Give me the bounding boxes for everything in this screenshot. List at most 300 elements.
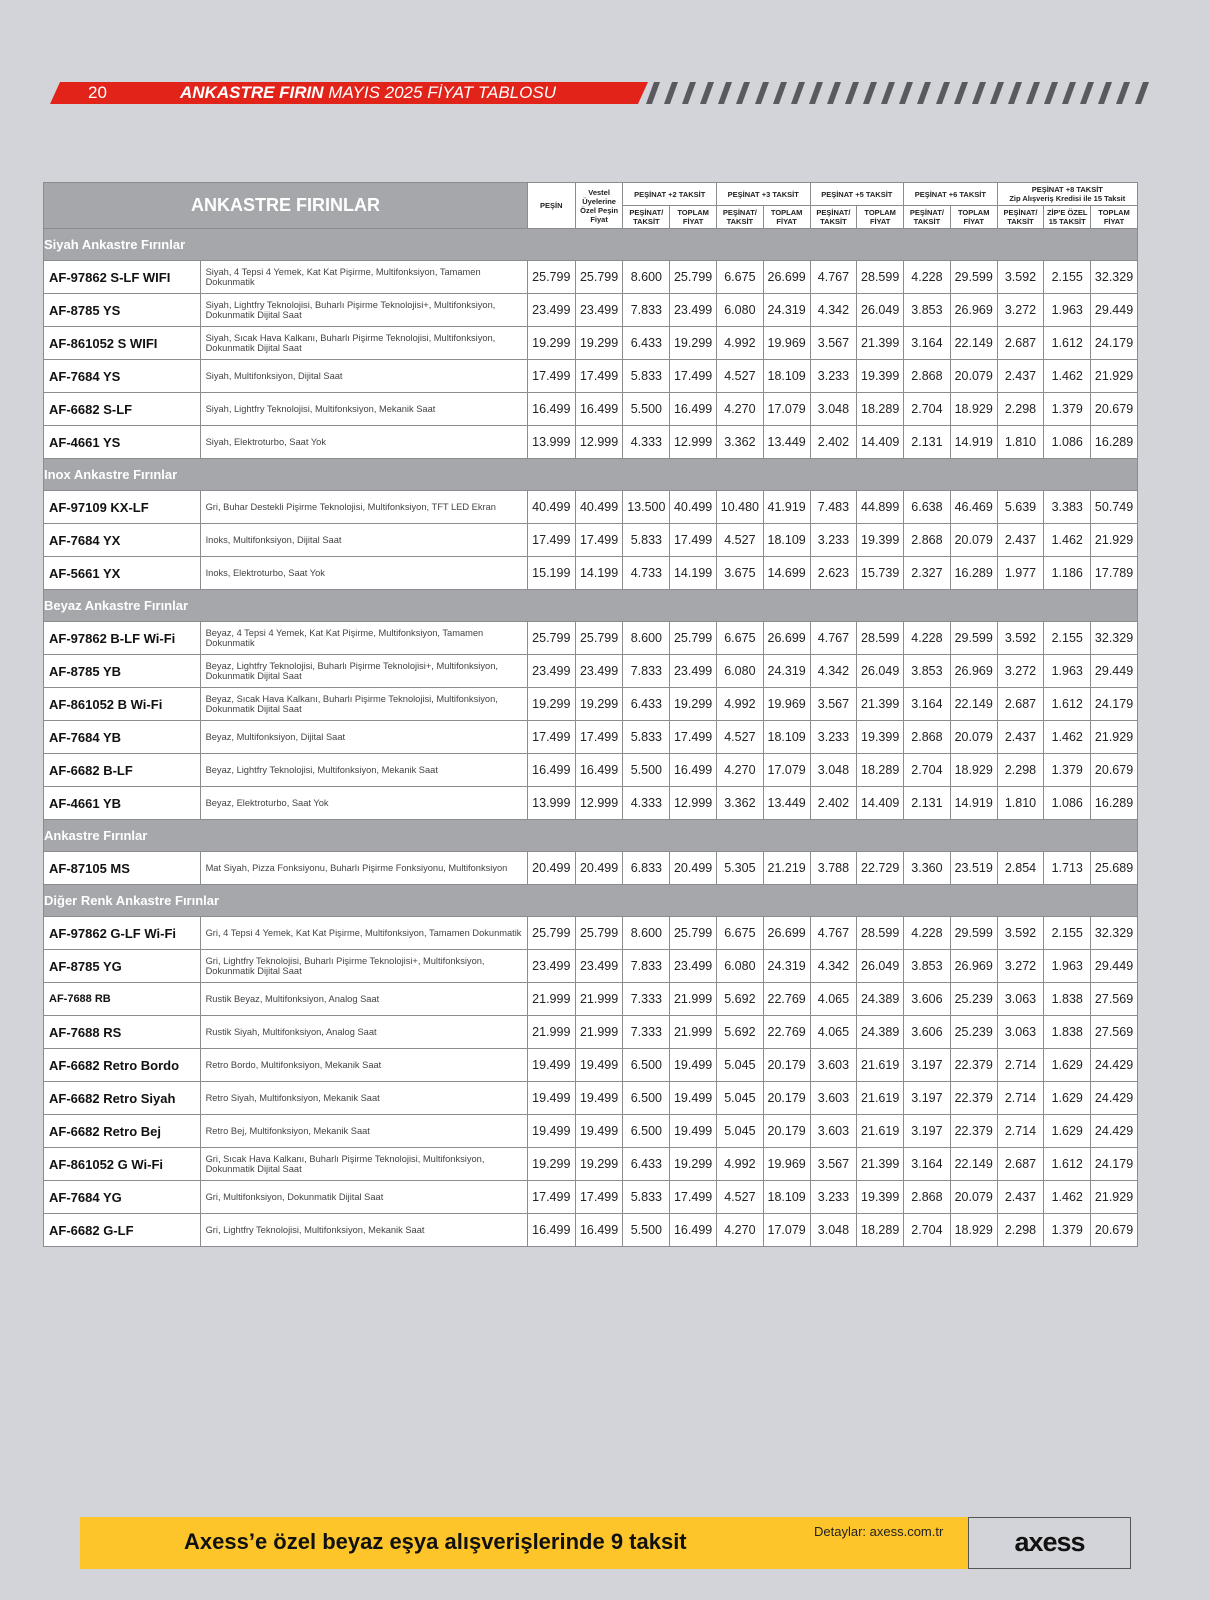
price-cell: 5.500 [623, 754, 670, 787]
price-cell: 3.164 [904, 1148, 951, 1181]
price-cell: 3.567 [810, 1148, 857, 1181]
price-cell: 17.499 [575, 524, 623, 557]
price-cell: 24.319 [763, 950, 810, 983]
product-code: AF-8785 YG [44, 950, 201, 983]
price-cell: 8.600 [623, 917, 670, 950]
price-cell: 4.333 [623, 426, 670, 459]
price-cell: 4.228 [904, 261, 951, 294]
price-cell: 14.199 [575, 557, 623, 590]
price-cell: 12.999 [575, 426, 623, 459]
price-cell: 1.086 [1044, 426, 1091, 459]
price-cell: 17.499 [670, 1181, 717, 1214]
price-cell: 3.788 [810, 852, 857, 885]
section-title: Beyaz Ankastre Fırınlar [44, 590, 1138, 622]
price-cell: 21.929 [1091, 360, 1138, 393]
price-cell: 29.449 [1091, 950, 1138, 983]
price-cell: 13.500 [623, 491, 670, 524]
price-cell: 24.389 [857, 983, 904, 1016]
price-cell: 26.049 [857, 655, 904, 688]
product-code: AF-5661 YX [44, 557, 201, 590]
price-cell: 29.449 [1091, 294, 1138, 327]
price-cell: 16.499 [575, 754, 623, 787]
price-cell: 32.329 [1091, 261, 1138, 294]
price-cell: 20.679 [1091, 393, 1138, 426]
price-cell: 2.714 [997, 1115, 1044, 1148]
price-cell: 20.079 [950, 360, 997, 393]
sub-toplam: TOPLAM FİYAT [857, 206, 904, 229]
price-cell: 4.527 [717, 1181, 764, 1214]
product-description: Retro Siyah, Multifonksiyon, Mekanik Saat [200, 1082, 527, 1115]
price-cell: 19.299 [575, 1148, 623, 1181]
price-cell: 3.164 [904, 327, 951, 360]
price-cell: 1.186 [1044, 557, 1091, 590]
price-cell: 18.289 [857, 393, 904, 426]
price-cell: 6.080 [717, 655, 764, 688]
price-cell: 20.079 [950, 1181, 997, 1214]
price-cell: 1.612 [1044, 327, 1091, 360]
table-row [44, 1115, 1138, 1148]
price-cell: 3.360 [904, 852, 951, 885]
sub-pesinat: PEŞİNAT/ TAKSİT [623, 206, 670, 229]
table-row [44, 261, 1138, 294]
price-cell: 50.749 [1091, 491, 1138, 524]
product-code: AF-6682 S-LF [44, 393, 201, 426]
sub-toplam: TOPLAM FİYAT [763, 206, 810, 229]
price-cell: 14.919 [950, 787, 997, 820]
product-description: Beyaz, 4 Tepsi 4 Yemek, Kat Kat Pişirme, Multifonksiyon, Tamamen Dokunmatik [200, 622, 527, 655]
price-cell: 6.433 [623, 688, 670, 721]
price-cell: 4.065 [810, 1016, 857, 1049]
product-code: AF-4661 YB [44, 787, 201, 820]
price-cell: 26.969 [950, 655, 997, 688]
price-cell: 17.499 [575, 360, 623, 393]
price-cell: 4.342 [810, 655, 857, 688]
price-cell: 24.389 [857, 1016, 904, 1049]
price-cell: 19.499 [527, 1115, 575, 1148]
price-cell: 4.228 [904, 622, 951, 655]
product-code: AF-97109 KX-LF [44, 491, 201, 524]
price-cell: 25.799 [670, 917, 717, 950]
price-cell: 19.299 [575, 327, 623, 360]
price-cell: 21.929 [1091, 524, 1138, 557]
product-code: AF-8785 YB [44, 655, 201, 688]
price-cell: 4.767 [810, 261, 857, 294]
price-cell: 2.868 [904, 360, 951, 393]
table-row [44, 983, 1138, 1016]
table-row [44, 557, 1138, 590]
price-cell: 3.048 [810, 1214, 857, 1247]
product-description: Rustik Siyah, Multifonksiyon, Analog Saat [200, 1016, 527, 1049]
price-cell: 28.599 [857, 261, 904, 294]
price-cell: 5.833 [623, 360, 670, 393]
price-cell: 21.999 [527, 983, 575, 1016]
price-cell: 24.429 [1091, 1082, 1138, 1115]
price-cell: 24.429 [1091, 1115, 1138, 1148]
footer-text: Axess’e özel beyaz eşya alışverişlerinde 9 taksit [184, 1529, 687, 1554]
price-cell: 4.342 [810, 950, 857, 983]
price-cell: 12.999 [670, 787, 717, 820]
price-cell: 3.362 [717, 787, 764, 820]
price-cell: 3.048 [810, 393, 857, 426]
product-description: Inoks, Elektroturbo, Saat Yok [200, 557, 527, 590]
price-cell: 22.149 [950, 688, 997, 721]
price-cell: 13.449 [763, 426, 810, 459]
price-cell: 22.769 [763, 983, 810, 1016]
table-row [44, 360, 1138, 393]
price-cell: 2.714 [997, 1049, 1044, 1082]
price-cell: 1.379 [1044, 1214, 1091, 1247]
price-cell: 4.733 [623, 557, 670, 590]
section-row [44, 820, 1138, 852]
price-cell: 4.270 [717, 1214, 764, 1247]
price-cell: 3.233 [810, 360, 857, 393]
price-cell: 24.319 [763, 655, 810, 688]
product-description: Beyaz, Sıcak Hava Kalkanı, Buharlı Pişirme Teknolojisi, Multifonksiyon, Dokunmatik Dijital Saat [200, 688, 527, 721]
price-cell: 12.999 [670, 426, 717, 459]
price-cell: 17.079 [763, 754, 810, 787]
price-cell: 12.999 [575, 787, 623, 820]
footer-details-link[interactable]: Detaylar: axess.com.tr [814, 1524, 944, 1539]
price-cell: 22.379 [950, 1115, 997, 1148]
group-2-taksit: PEŞİNAT +2 TAKSİT [623, 183, 717, 206]
price-cell: 20.499 [575, 852, 623, 885]
product-code: AF-97862 G-LF Wi-Fi [44, 917, 201, 950]
price-cell: 2.327 [904, 557, 951, 590]
price-cell: 21.619 [857, 1049, 904, 1082]
table-row [44, 1082, 1138, 1115]
sub-toplam: TOPLAM FİYAT [1091, 206, 1138, 229]
price-cell: 3.603 [810, 1082, 857, 1115]
price-cell: 40.499 [527, 491, 575, 524]
price-cell: 6.500 [623, 1115, 670, 1148]
price-cell: 1.713 [1044, 852, 1091, 885]
price-cell: 16.499 [575, 393, 623, 426]
group-8-title: PEŞİNAT +8 TAKSİT [1031, 185, 1103, 194]
table-row [44, 754, 1138, 787]
price-cell: 2.155 [1044, 622, 1091, 655]
price-cell: 22.379 [950, 1082, 997, 1115]
price-cell: 2.298 [997, 1214, 1044, 1247]
product-code: AF-7684 YS [44, 360, 201, 393]
price-cell: 23.519 [950, 852, 997, 885]
price-cell: 6.433 [623, 327, 670, 360]
price-cell: 2.704 [904, 1214, 951, 1247]
price-cell: 5.045 [717, 1082, 764, 1115]
table-row [44, 1214, 1138, 1247]
price-cell: 19.399 [857, 721, 904, 754]
price-cell: 1.963 [1044, 950, 1091, 983]
price-cell: 1.963 [1044, 655, 1091, 688]
price-cell: 6.638 [904, 491, 951, 524]
price-cell: 1.629 [1044, 1115, 1091, 1148]
table-row [44, 655, 1138, 688]
price-cell: 4.767 [810, 622, 857, 655]
col-pesin: PEŞİN [527, 183, 575, 229]
price-cell: 24.319 [763, 294, 810, 327]
price-cell: 3.603 [810, 1115, 857, 1148]
table-title: ANKASTRE FIRINLAR [44, 183, 528, 229]
product-description: Siyah, Lightfry Teknolojisi, Buharlı Pişirme Teknolojisi+, Multifonksiyon, Dokunmatik Dijital Saat [200, 294, 527, 327]
price-cell: 3.592 [997, 261, 1044, 294]
price-cell: 27.569 [1091, 1016, 1138, 1049]
price-cell: 20.679 [1091, 754, 1138, 787]
price-cell: 20.179 [763, 1115, 810, 1148]
price-cell: 2.704 [904, 393, 951, 426]
product-description: Beyaz, Multifonksiyon, Dijital Saat [200, 721, 527, 754]
price-cell: 21.399 [857, 688, 904, 721]
price-cell: 7.333 [623, 983, 670, 1016]
price-cell: 40.499 [670, 491, 717, 524]
price-cell: 23.499 [575, 294, 623, 327]
price-cell: 18.929 [950, 754, 997, 787]
price-cell: 16.499 [527, 393, 575, 426]
price-cell: 2.704 [904, 754, 951, 787]
price-cell: 16.289 [1091, 787, 1138, 820]
price-cell: 6.675 [717, 917, 764, 950]
price-cell: 17.499 [670, 524, 717, 557]
price-cell: 23.499 [527, 655, 575, 688]
sub-toplam: TOPLAM FİYAT [670, 206, 717, 229]
price-cell: 19.499 [670, 1082, 717, 1115]
price-cell: 3.853 [904, 950, 951, 983]
product-description: Siyah, Lightfry Teknolojisi, Multifonksiyon, Mekanik Saat [200, 393, 527, 426]
price-cell: 40.499 [575, 491, 623, 524]
price-cell: 18.929 [950, 1214, 997, 1247]
price-cell: 17.499 [527, 524, 575, 557]
price-cell: 1.838 [1044, 1016, 1091, 1049]
price-cell: 18.929 [950, 393, 997, 426]
price-cell: 17.079 [763, 393, 810, 426]
sub-zip: ZİP'E ÖZEL 15 TAKSİT [1044, 206, 1091, 229]
price-cell: 4.992 [717, 1148, 764, 1181]
product-description: Gri, Sıcak Hava Kalkanı, Buharlı Pişirme Teknolojisi, Multifonksiyon, Dokunmatik Dijital Saat [200, 1148, 527, 1181]
product-code: AF-97862 B-LF Wi-Fi [44, 622, 201, 655]
product-description: Siyah, Elektroturbo, Saat Yok [200, 426, 527, 459]
product-description: Rustik Beyaz, Multifonksiyon, Analog Saat [200, 983, 527, 1016]
group-5-taksit: PEŞİNAT +5 TAKSİT [810, 183, 904, 206]
product-code: AF-7684 YB [44, 721, 201, 754]
price-cell: 1.977 [997, 557, 1044, 590]
price-cell: 21.929 [1091, 1181, 1138, 1214]
price-cell: 19.299 [670, 1148, 717, 1181]
price-cell: 2.687 [997, 688, 1044, 721]
product-code: AF-6682 Retro Bordo [44, 1049, 201, 1082]
price-cell: 16.499 [670, 1214, 717, 1247]
sub-pesinat: PEŞİNAT/ TAKSİT [997, 206, 1044, 229]
product-code: AF-861052 G Wi-Fi [44, 1148, 201, 1181]
price-table [43, 182, 1138, 1247]
price-cell: 20.079 [950, 721, 997, 754]
price-cell: 20.679 [1091, 1214, 1138, 1247]
price-cell: 19.499 [670, 1115, 717, 1148]
price-cell: 19.299 [670, 688, 717, 721]
price-cell: 25.239 [950, 1016, 997, 1049]
price-cell: 20.179 [763, 1049, 810, 1082]
product-code: AF-7688 RS [44, 1016, 201, 1049]
price-cell: 19.399 [857, 360, 904, 393]
price-cell: 46.469 [950, 491, 997, 524]
price-cell: 23.499 [670, 655, 717, 688]
product-code: AF-6682 Retro Bej [44, 1115, 201, 1148]
price-cell: 26.049 [857, 294, 904, 327]
price-cell: 4.992 [717, 688, 764, 721]
table-body [44, 229, 1138, 1247]
group-3-taksit: PEŞİNAT +3 TAKSİT [717, 183, 811, 206]
price-cell: 25.799 [575, 622, 623, 655]
price-cell: 19.499 [527, 1049, 575, 1082]
product-description: Gri, Lightfry Teknolojisi, Multifonksiyon, Mekanik Saat [200, 1214, 527, 1247]
table-row [44, 1016, 1138, 1049]
product-description: Gri, Buhar Destekli Pişirme Teknolojisi, Multifonksiyon, TFT LED Ekran [200, 491, 527, 524]
price-cell: 26.699 [763, 622, 810, 655]
product-code: AF-861052 B Wi-Fi [44, 688, 201, 721]
price-cell: 4.270 [717, 754, 764, 787]
price-cell: 19.499 [527, 1082, 575, 1115]
price-cell: 14.919 [950, 426, 997, 459]
price-cell: 22.729 [857, 852, 904, 885]
price-cell: 26.969 [950, 950, 997, 983]
price-cell: 13.449 [763, 787, 810, 820]
price-cell: 3.383 [1044, 491, 1091, 524]
price-cell: 2.437 [997, 524, 1044, 557]
price-cell: 44.899 [857, 491, 904, 524]
product-description: Gri, Multifonksiyon, Dokunmatik Dijital Saat [200, 1181, 527, 1214]
price-cell: 19.969 [763, 1148, 810, 1181]
price-cell: 41.919 [763, 491, 810, 524]
price-cell: 1.379 [1044, 393, 1091, 426]
price-cell: 25.799 [670, 622, 717, 655]
price-cell: 4.065 [810, 983, 857, 1016]
price-cell: 6.080 [717, 294, 764, 327]
price-cell: 1.086 [1044, 787, 1091, 820]
table-row [44, 852, 1138, 885]
price-cell: 18.109 [763, 524, 810, 557]
section-title: Siyah Ankastre Fırınlar [44, 229, 1138, 261]
price-cell: 17.789 [1091, 557, 1138, 590]
price-cell: 3.853 [904, 294, 951, 327]
price-cell: 23.499 [527, 294, 575, 327]
price-cell: 2.868 [904, 1181, 951, 1214]
table-row [44, 1049, 1138, 1082]
product-description: Beyaz, Lightfry Teknolojisi, Buharlı Pişirme Teknolojisi+, Multifonksiyon, Dokunmatik Dijital Saat [200, 655, 527, 688]
price-cell: 2.402 [810, 426, 857, 459]
price-cell: 2.687 [997, 327, 1044, 360]
price-cell: 5.639 [997, 491, 1044, 524]
price-cell: 1.838 [1044, 983, 1091, 1016]
price-cell: 1.612 [1044, 1148, 1091, 1181]
price-cell: 6.500 [623, 1049, 670, 1082]
table-row [44, 950, 1138, 983]
price-cell: 17.499 [527, 360, 575, 393]
product-code: AF-6682 Retro Siyah [44, 1082, 201, 1115]
price-cell: 16.499 [527, 754, 575, 787]
price-cell: 2.868 [904, 524, 951, 557]
price-cell: 19.299 [527, 688, 575, 721]
price-cell: 20.499 [527, 852, 575, 885]
price-cell: 21.219 [763, 852, 810, 885]
price-cell: 19.499 [670, 1049, 717, 1082]
price-cell: 2.155 [1044, 261, 1091, 294]
price-cell: 25.689 [1091, 852, 1138, 885]
price-cell: 17.499 [575, 1181, 623, 1214]
price-cell: 4.527 [717, 360, 764, 393]
price-cell: 26.699 [763, 917, 810, 950]
price-cell: 3.606 [904, 1016, 951, 1049]
price-cell: 23.499 [670, 950, 717, 983]
price-cell: 14.699 [763, 557, 810, 590]
product-code: AF-87105 MS [44, 852, 201, 885]
price-cell: 17.499 [670, 360, 717, 393]
price-cell: 3.063 [997, 983, 1044, 1016]
price-cell: 32.329 [1091, 917, 1138, 950]
price-cell: 17.499 [670, 721, 717, 754]
product-code: AF-7684 YG [44, 1181, 201, 1214]
price-cell: 4.992 [717, 327, 764, 360]
price-cell: 4.527 [717, 524, 764, 557]
price-cell: 18.289 [857, 754, 904, 787]
page-title-bold: ANKASTRE FIRIN [180, 83, 324, 102]
price-cell: 26.699 [763, 261, 810, 294]
price-cell: 4.342 [810, 294, 857, 327]
price-cell: 3.853 [904, 655, 951, 688]
price-cell: 24.179 [1091, 327, 1138, 360]
table-row [44, 1181, 1138, 1214]
price-cell: 3.233 [810, 1181, 857, 1214]
price-cell: 23.499 [575, 950, 623, 983]
price-cell: 20.179 [763, 1082, 810, 1115]
price-cell: 18.109 [763, 360, 810, 393]
product-description: Siyah, 4 Tepsi 4 Yemek, Kat Kat Pişirme, Multifonksiyon, Tamamen Dokunmatik [200, 261, 527, 294]
price-cell: 25.799 [575, 917, 623, 950]
price-cell: 3.675 [717, 557, 764, 590]
price-cell: 8.600 [623, 261, 670, 294]
price-cell: 2.437 [997, 360, 1044, 393]
section-row [44, 459, 1138, 491]
price-cell: 27.569 [1091, 983, 1138, 1016]
price-cell: 5.692 [717, 983, 764, 1016]
price-cell: 24.429 [1091, 1049, 1138, 1082]
price-cell: 3.272 [997, 950, 1044, 983]
price-cell: 22.769 [763, 1016, 810, 1049]
price-cell: 4.333 [623, 787, 670, 820]
price-cell: 25.799 [527, 261, 575, 294]
price-cell: 21.999 [670, 983, 717, 1016]
page-title-rest: MAYIS 2025 FİYAT TABLOSU [323, 83, 556, 102]
product-code: AF-6682 G-LF [44, 1214, 201, 1247]
price-cell: 13.999 [527, 787, 575, 820]
price-cell: 3.567 [810, 688, 857, 721]
price-cell: 3.233 [810, 524, 857, 557]
price-cell: 1.810 [997, 787, 1044, 820]
price-cell: 5.692 [717, 1016, 764, 1049]
price-cell: 21.999 [527, 1016, 575, 1049]
product-code: AF-861052 S WIFI [44, 327, 201, 360]
price-cell: 21.619 [857, 1115, 904, 1148]
price-cell: 22.379 [950, 1049, 997, 1082]
group-8-taksit [997, 183, 1137, 206]
product-code: AF-8785 YS [44, 294, 201, 327]
price-cell: 3.606 [904, 983, 951, 1016]
price-cell: 8.600 [623, 622, 670, 655]
price-cell: 1.462 [1044, 524, 1091, 557]
page-number: 20 [88, 83, 107, 102]
price-cell: 24.179 [1091, 688, 1138, 721]
price-cell: 2.687 [997, 1148, 1044, 1181]
price-cell: 22.149 [950, 1148, 997, 1181]
price-cell: 21.399 [857, 1148, 904, 1181]
price-cell: 1.963 [1044, 294, 1091, 327]
price-cell: 17.499 [527, 721, 575, 754]
